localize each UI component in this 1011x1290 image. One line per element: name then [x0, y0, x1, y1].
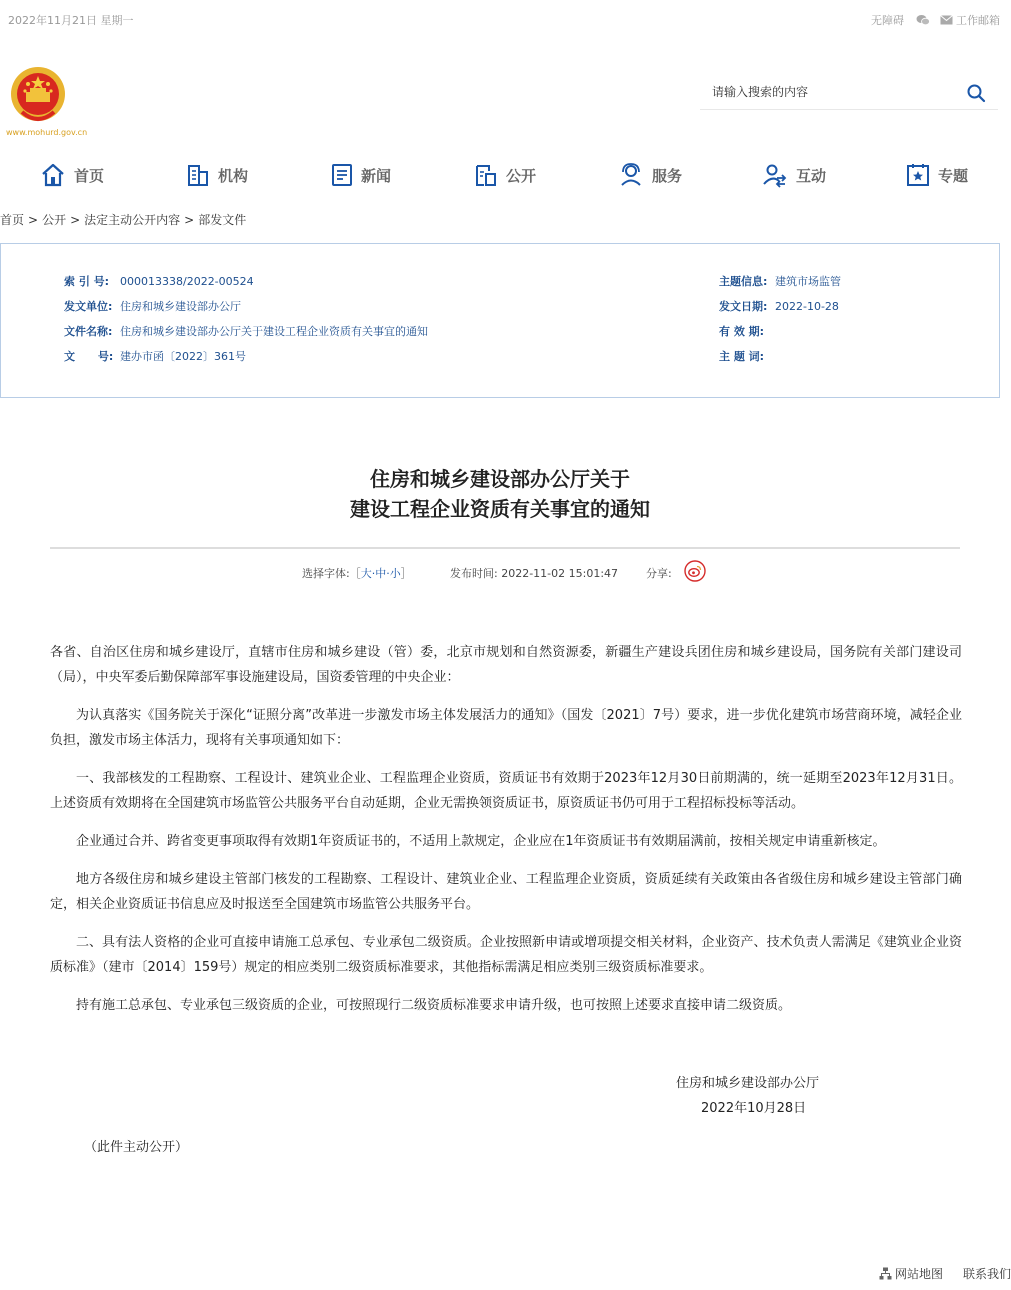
document-info-box: [0, 243, 1000, 398]
info-topic: [719, 273, 841, 289]
nav-item-news[interactable]: [331, 156, 391, 194]
paragraph: 持有施工总承包、专业承包三级资质的企业，可按照现行二级资质标准要求申请升级，也可按照上述要求直接申请二级资质。: [76, 998, 792, 1013]
title-divider: [50, 547, 960, 549]
contact-label: 联系我们: [963, 1267, 1011, 1281]
publish-time: [450, 565, 618, 581]
service-icon: [618, 162, 644, 188]
paragraph: 企业通过合并、跨省变更事项取得有效期1年资质证书的，不适用上款规定，企业应在1年资质证书有效期届满前，按相关规定申请重新核定。: [76, 834, 886, 849]
info-value: 2022-10-28: [775, 300, 839, 313]
nav-label: 机构: [218, 166, 249, 185]
disclosure-note: （此件主动公开）: [84, 1140, 189, 1155]
nav-item-home[interactable]: [40, 156, 104, 194]
contact-link[interactable]: [963, 1265, 1011, 1282]
building-icon: [186, 163, 210, 187]
nav-label: 新闻: [361, 166, 392, 185]
info-value: 住房和城乡建设部办公厅关于建设工程企业资质有关事宜的通知: [120, 325, 428, 338]
bracket: ］: [400, 567, 412, 580]
breadcrumb-separator: >: [184, 213, 195, 227]
breadcrumb-statutory[interactable]: 法定主动公开内容: [84, 213, 181, 227]
nav-item-open[interactable]: [474, 156, 536, 194]
publish-label: 发布时间:: [450, 567, 498, 580]
info-label: 索 引 号:: [64, 275, 110, 288]
search-box: [700, 74, 998, 110]
logo-url: www.mohurd.gov.cn: [6, 128, 88, 137]
info-label: 主 题 词:: [719, 350, 765, 363]
nav-label: 专题: [938, 166, 969, 185]
paragraph: 一、我部核发的工程勘察、工程设计、建筑业企业、工程监理企业资质，资质证书有效期于2023年12月30日前期满的，统一延期至2023年12月31日。上述资质有效期将在全国建筑市场监管公共服务平台自动延期，企业无需换领资质证书，原资质证书仍可用于工程招标投标等活动。: [50, 771, 962, 811]
font-label: 选择字体:: [302, 567, 350, 580]
accessibility-link[interactable]: 无障碍: [871, 14, 904, 27]
weibo-share-icon[interactable]: [684, 560, 706, 582]
info-label: 主题信息:: [719, 275, 768, 288]
title-line: 住房和城乡建设部办公厅关于: [370, 467, 630, 491]
search-icon[interactable]: [966, 83, 986, 103]
info-value: 住房和城乡建设部办公厅: [120, 300, 241, 313]
paragraph: 地方各级住房和城乡建设主管部门核发的工程勘察、工程设计、建筑业企业、工程监理企业资质，资质延续有关政策由各省级住房和城乡建设主管部门确定，相关企业资质证书信息应及时报送至全国建筑市场监管公共服务平台。: [50, 872, 962, 912]
current-date: 2022年11月21日 星期一: [8, 14, 134, 27]
info-value: 建办市函〔2022〕361号: [120, 350, 246, 363]
news-icon: [331, 163, 353, 187]
nav-item-service[interactable]: [618, 156, 682, 194]
info-label: 发文日期:: [719, 300, 768, 313]
work-mail-label: 工作邮箱: [956, 14, 1000, 27]
info-label: 发文单位:: [64, 300, 113, 313]
title-line: 建设工程企业资质有关事宜的通知: [350, 497, 650, 521]
breadcrumb-separator: >: [28, 213, 39, 227]
breadcrumb-home[interactable]: 首页: [0, 213, 25, 227]
info-date: [719, 298, 839, 314]
info-label: 文件名称:: [64, 325, 113, 338]
signature-date: 2022年10月28日: [701, 1101, 807, 1116]
dot-separator: ·: [371, 567, 376, 580]
breadcrumb-open[interactable]: 公开: [42, 213, 67, 227]
info-docno: [64, 348, 246, 364]
publish-value: 2022-11-02 15:01:47: [501, 567, 619, 580]
work-mail-link[interactable]: [940, 12, 1000, 28]
font-medium-button[interactable]: 中: [375, 567, 387, 580]
nav-label: 公开: [506, 166, 537, 185]
nav-label: 服务: [652, 166, 683, 185]
info-index: [64, 273, 254, 289]
info-keywords: [719, 348, 775, 364]
emblem-icon: [8, 64, 68, 128]
mail-icon: [940, 15, 953, 25]
top-bar: [0, 0, 1000, 40]
breadcrumb-separator: >: [70, 213, 81, 227]
home-icon: [40, 162, 66, 188]
nav-item-org[interactable]: [186, 156, 248, 194]
open-icon: [474, 163, 498, 187]
info-label: 有 效 期:: [719, 325, 765, 338]
sitemap-link[interactable]: [879, 1265, 943, 1282]
signature-office: 住房和城乡建设部办公厅: [676, 1076, 820, 1091]
info-value: 建筑市场监管: [775, 275, 841, 288]
interact-icon: [762, 162, 788, 188]
top-links: [871, 12, 1000, 28]
nav-label: 首页: [74, 166, 105, 185]
document-title: [0, 464, 1000, 524]
info-issuer: [64, 298, 241, 314]
paragraph: 为认真落实《国务院关于深化“证照分离”改革进一步激发市场主体发展活力的通知》（国发〔2021〕7号）要求，进一步优化建筑市场营商环境，减轻企业负担，激发市场主体活力，现将有关事项通知如下：: [50, 708, 962, 748]
nav-item-topic[interactable]: [906, 156, 968, 194]
breadcrumb: [0, 211, 246, 228]
nav-item-interact[interactable]: [762, 156, 826, 194]
search-input[interactable]: [700, 74, 950, 110]
font-large-button[interactable]: 大: [360, 567, 372, 580]
font-small-button[interactable]: 小: [389, 567, 401, 580]
topic-icon: [906, 163, 930, 187]
nav-label: 互动: [796, 166, 827, 185]
info-label: 文 号:: [64, 350, 114, 363]
info-docname: [64, 323, 428, 339]
dot-separator: ·: [386, 567, 390, 580]
font-size-selector: [302, 565, 412, 581]
info-validity: [719, 323, 775, 339]
wechat-icon[interactable]: [916, 14, 930, 26]
document-body: [50, 640, 962, 1031]
bracket: ［: [349, 567, 361, 580]
paragraph: 二、具有法人资格的企业可直接申请施工总承包、专业承包二级资质。企业按照新申请或增项提交相关材料，企业资产、技术负责人需满足《建筑业企业资质标准》（建市〔2014〕159号）规定的相应类别二级资质标准要求，其他指标需满足相应类别三级资质标准要求。: [50, 935, 962, 975]
breadcrumb-ministry-docs[interactable]: 部发文件: [198, 213, 247, 227]
paragraph: 各省、自治区住房和城乡建设厅，直辖市住房和城乡建设（管）委，北京市规划和自然资源委，新疆生产建设兵团住房和城乡建设局，国务院有关部门建设司（局），中央军委后勤保障部军事设施建设局，国资委管理的中央企业：: [50, 645, 962, 685]
sitemap-icon: [879, 1267, 892, 1280]
sitemap-label: 网站地图: [895, 1267, 944, 1281]
info-value: 000013338/2022-00524: [120, 275, 254, 288]
share-label: 分享:: [646, 567, 672, 580]
main-nav: [0, 156, 1000, 196]
